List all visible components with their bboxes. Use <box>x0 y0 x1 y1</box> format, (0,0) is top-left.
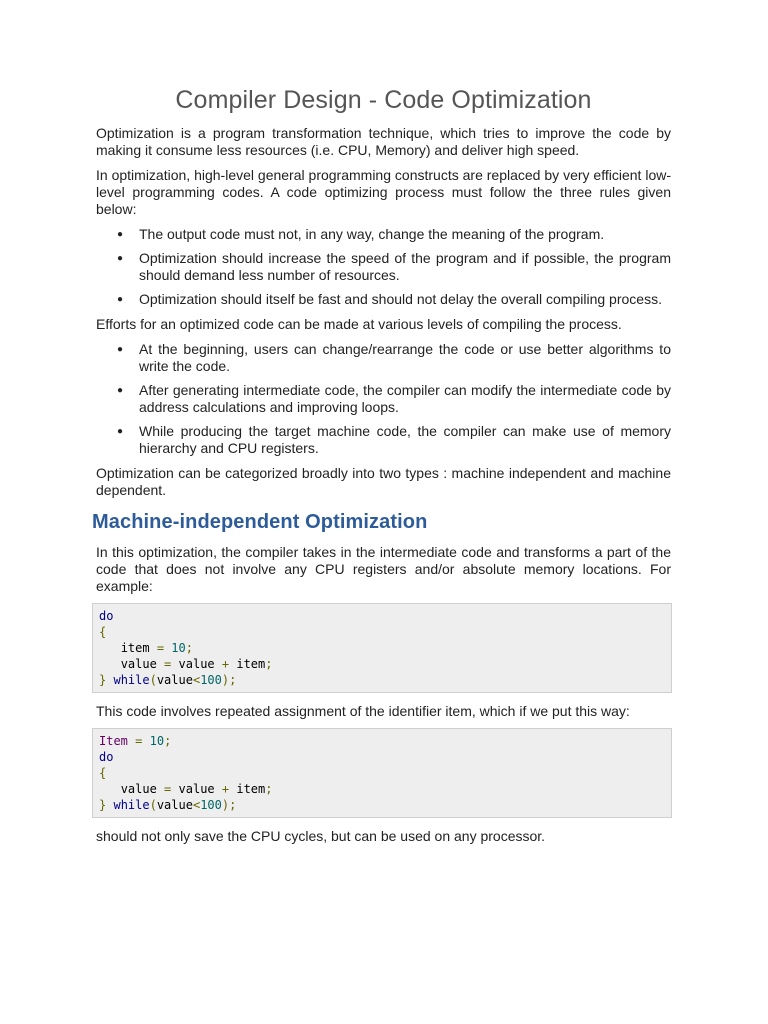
document-page <box>92 86 671 853</box>
bullet-icon: ● <box>117 229 124 240</box>
bullet-icon: ● <box>117 385 124 396</box>
page-title: Compiler Design - Code Optimization <box>175 86 592 114</box>
section-intro-paragraph: In this optimization, the compiler takes in the intermediate code and transforms a part of the code that does not involve any CPU registers and/or absolute memory locations. For example: <box>96 544 671 594</box>
list-item: ● The output code must not, in any way, change the meaning of the program. <box>117 226 605 242</box>
bullet-icon: ● <box>117 344 124 355</box>
levels-list <box>96 341 671 457</box>
list-item: ● While producing the target machine code, the compiler can make use of memory hierarchy and CPU registers. <box>117 423 671 456</box>
list-item: ● After generating intermediate code, the compiler can modify the intermediate code by address calculations and improving loops. <box>117 382 671 415</box>
list-item: ● Optimization should increase the speed of the program and if possible, the program should demand less number of resources. <box>117 250 671 283</box>
code-block-2: Item = 10; do { value = value + item; } while(value<100); <box>92 728 672 818</box>
bullet-icon: ● <box>117 426 124 437</box>
code-block-1: do { item = 10; value = value + item; } while(value<100); <box>92 603 672 693</box>
intro-paragraph-2: In optimization, high-level general programming constructs are replaced by very efficient low-level programming codes. A code optimizing process must follow the three rules given below: <box>96 167 671 217</box>
list-item: ● Optimization should itself be fast and should not delay the overall compiling process. <box>117 291 662 307</box>
outro-paragraph: should not only save the CPU cycles, but can be used on any processor. <box>96 828 546 844</box>
rules-list <box>96 226 671 308</box>
between-paragraph: This code involves repeated assignment of the identifier item, which if we put this way: <box>96 703 630 719</box>
bullet-icon: ● <box>117 253 124 264</box>
section-heading: Machine-independent Optimization <box>92 511 428 533</box>
efforts-paragraph: Efforts for an optimized code can be made at various levels of compiling the process. <box>96 316 622 332</box>
categories-paragraph: Optimization can be categorized broadly into two types : machine independent and machine dependent. <box>96 465 671 498</box>
intro-paragraph-1: Optimization is a program transformation technique, which tries to improve the code by making it consume less resources (i.e. CPU, Memory) and deliver high speed. <box>96 125 671 158</box>
bullet-icon: ● <box>117 294 124 305</box>
list-item: ● At the beginning, users can change/rearrange the code or use better algorithms to write the code. <box>117 341 671 374</box>
